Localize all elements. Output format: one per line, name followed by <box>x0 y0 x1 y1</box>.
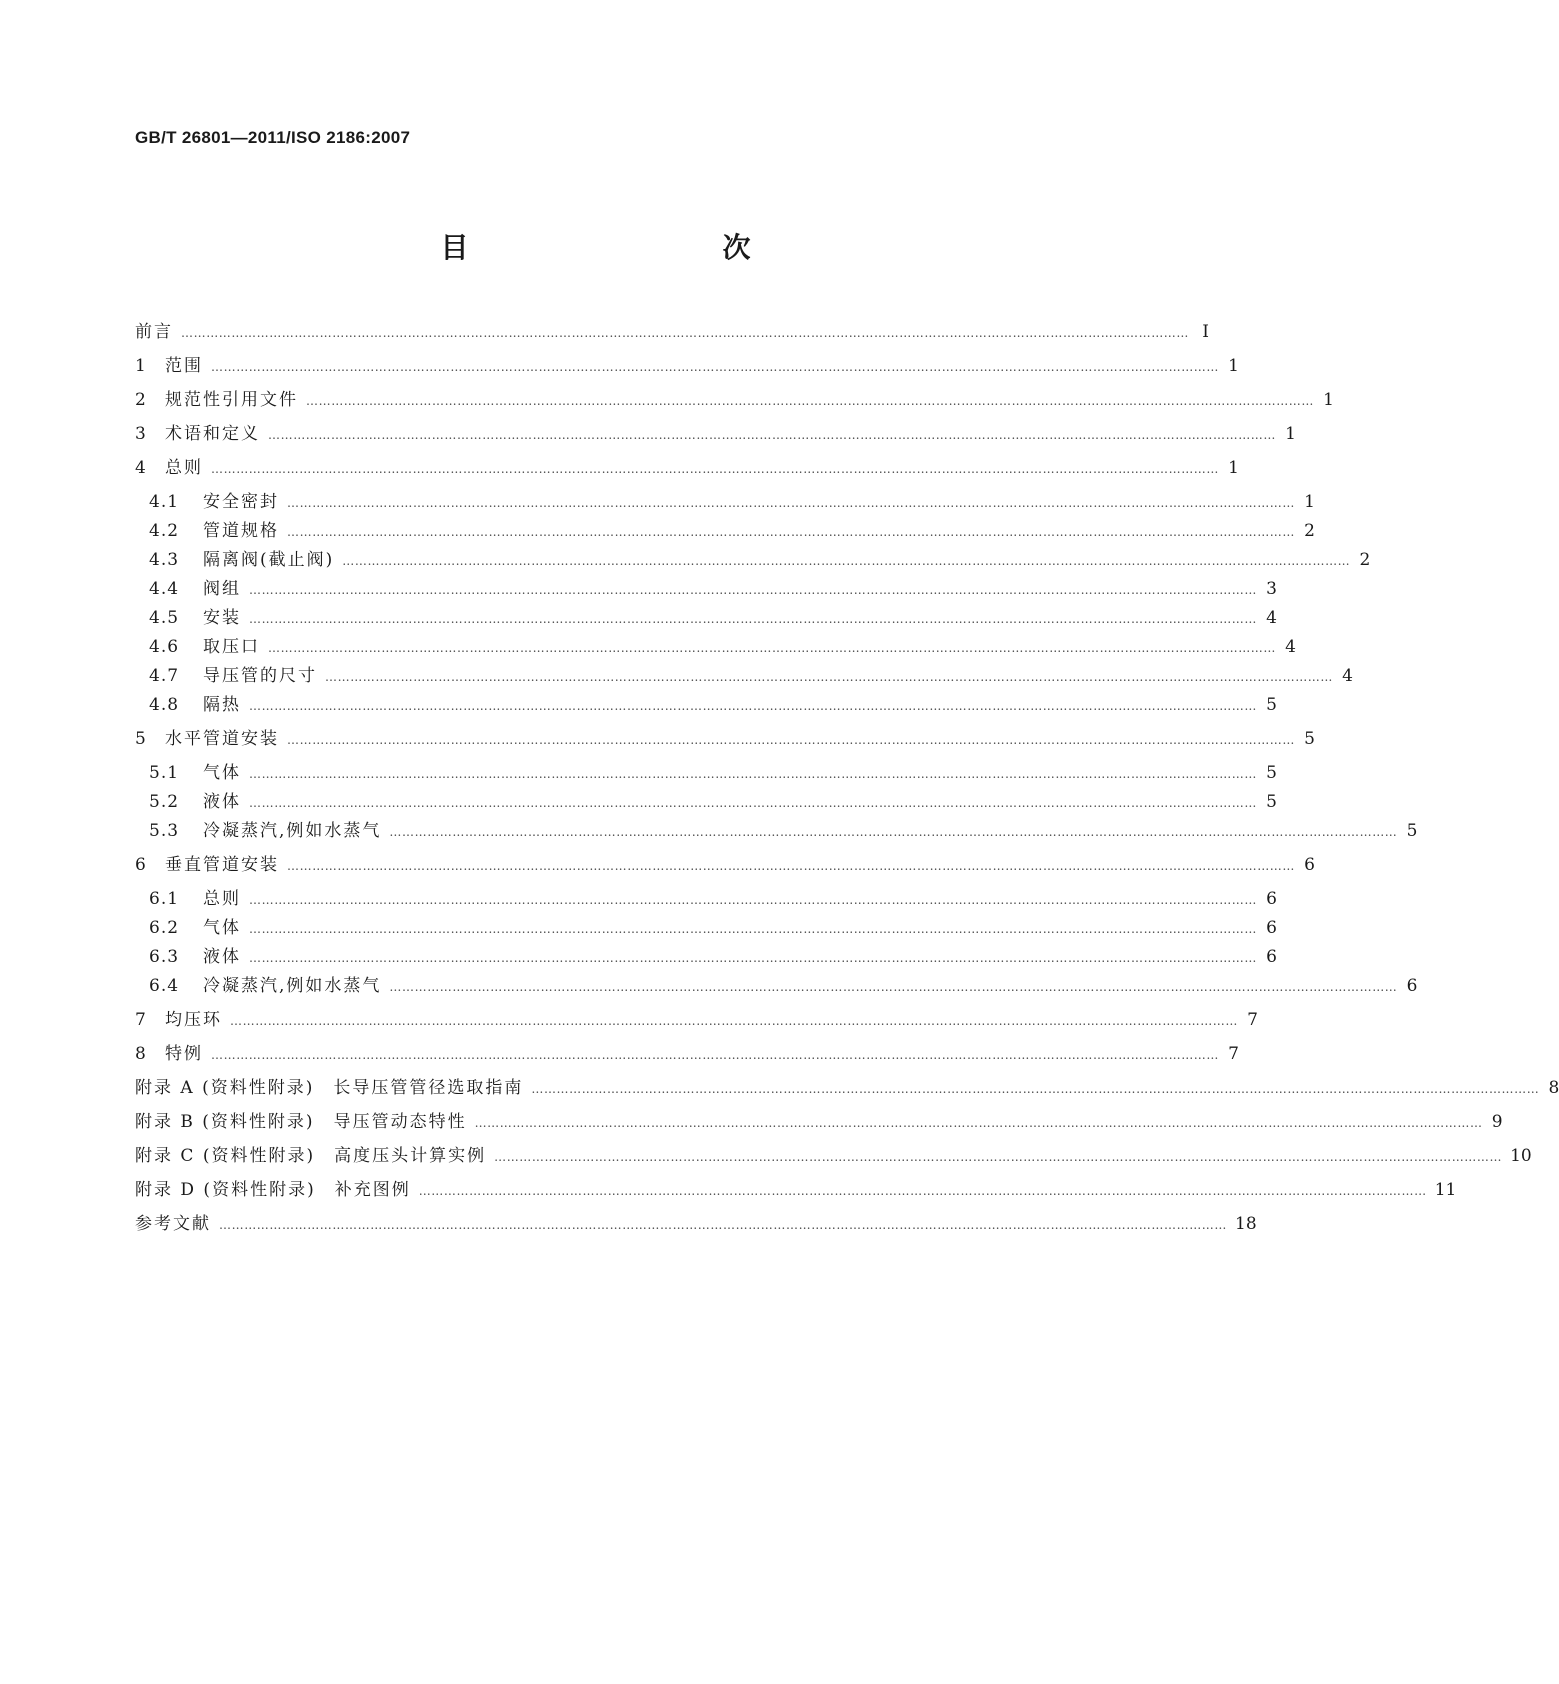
toc-entry-page: 6 <box>1266 947 1277 967</box>
toc-leader-dots: …………………………………………………………………………………………………………………………………………………………………………………………………………………… <box>268 428 1276 442</box>
toc-entry[interactable] <box>135 1042 1239 1066</box>
toc-entry-page: 4 <box>1342 666 1353 686</box>
toc-entry-title: 附录 D (资料性附录) 补充图例 <box>135 1180 411 1200</box>
toc-entry-number: 6 <box>135 855 146 875</box>
toc-leader-dots: …………………………………………………………………………………………………………………………………………………………………………………………………………………… <box>418 1184 1427 1198</box>
toc-leader-dots: …………………………………………………………………………………………………………………………………………………………………………………………………………………… <box>249 922 1257 936</box>
toc-entry[interactable] <box>149 916 1277 940</box>
toc-entry-number: 6.4 <box>149 976 180 996</box>
toc-entry-number: 7 <box>135 1010 146 1030</box>
toc-entry-title: 总则 <box>203 889 241 909</box>
toc-entry-title: 阀组 <box>203 579 241 599</box>
toc-entry-title: 范围 <box>165 356 203 376</box>
toc-entry[interactable] <box>149 945 1277 969</box>
toc-entry[interactable] <box>149 577 1277 601</box>
toc-entry-page: 1 <box>1304 492 1315 512</box>
toc-entry-title: 垂直管道安装 <box>165 855 279 875</box>
toc-leader-dots: …………………………………………………………………………………………………………………………………………………………………………………………………………………… <box>181 326 1189 340</box>
toc-entry[interactable] <box>135 1076 1559 1100</box>
toc-leader-dots: …………………………………………………………………………………………………………………………………………………………………………………………………………………… <box>268 641 1276 655</box>
toc-entry-page: 1 <box>1285 424 1296 444</box>
toc-entry-number: 8 <box>135 1044 146 1064</box>
toc-entry[interactable] <box>135 422 1296 446</box>
toc-entry-page: 6 <box>1266 918 1277 938</box>
toc-entry-title: 规范性引用文件 <box>165 390 298 410</box>
toc-entry-page: 1 <box>1228 458 1239 478</box>
toc-entry[interactable] <box>135 727 1315 751</box>
toc-entry[interactable] <box>135 320 1209 344</box>
toc-entry-title: 液体 <box>203 792 241 812</box>
toc-entry[interactable] <box>135 456 1239 480</box>
toc-entry-page: 8 <box>1548 1078 1559 1098</box>
toc-entry-title: 隔热 <box>203 695 241 715</box>
toc-entry-number: 6.1 <box>149 889 180 909</box>
toc-leader-dots: …………………………………………………………………………………………………………………………………………………………………………………………………………………… <box>249 699 1257 713</box>
toc-leader-dots: …………………………………………………………………………………………………………………………………………………………………………………………………………………… <box>287 525 1295 539</box>
toc-entry-page: 5 <box>1266 695 1277 715</box>
toc-entry-number: 4 <box>135 458 146 478</box>
toc-leader-dots: …………………………………………………………………………………………………………………………………………………………………………………………………………………… <box>325 670 1333 684</box>
toc-entry-number: 6.2 <box>149 918 180 938</box>
toc-entry-title: 取压口 <box>203 637 260 657</box>
toc-entry-page: 6 <box>1304 855 1315 875</box>
toc-leader-dots: …………………………………………………………………………………………………………………………………………………………………………………………………………………… <box>249 893 1257 907</box>
toc-entry-title: 总则 <box>165 458 203 478</box>
toc-leader-dots: …………………………………………………………………………………………………………………………………………………………………………………………………………………… <box>219 1218 1227 1232</box>
toc-entry[interactable] <box>135 1144 1532 1168</box>
toc-entry-page: 7 <box>1228 1044 1239 1064</box>
toc-entry-page: 3 <box>1266 579 1277 599</box>
toc-entry-title: 气体 <box>203 918 241 938</box>
toc-entry-number: 4.2 <box>149 521 180 541</box>
toc-entry[interactable] <box>135 1008 1258 1032</box>
toc-entry-number: 5.3 <box>149 821 180 841</box>
toc-entry-page: 18 <box>1235 1214 1257 1234</box>
toc-entry[interactable] <box>149 519 1315 543</box>
toc-entry[interactable] <box>149 548 1371 572</box>
toc-entry[interactable] <box>149 974 1418 998</box>
toc-entry[interactable] <box>149 664 1353 688</box>
toc-entry-number: 5.1 <box>149 763 180 783</box>
toc-entry-page: 5 <box>1406 821 1418 841</box>
toc-entry-title: 冷凝蒸汽,例如水蒸气 <box>203 976 382 996</box>
toc-entry[interactable] <box>135 1212 1257 1236</box>
toc-entry-number: 4.6 <box>149 637 180 657</box>
toc-entry-title: 前言 <box>135 322 173 342</box>
toc-entry-page: Ⅰ <box>1202 322 1209 342</box>
toc-entry[interactable] <box>149 606 1277 630</box>
toc-entry[interactable] <box>149 761 1277 785</box>
toc-entry-title: 导压管的尺寸 <box>203 666 317 686</box>
toc-entry-title: 附录 C (资料性附录) 高度压头计算实例 <box>135 1146 487 1166</box>
toc-entry-page: 9 <box>1491 1112 1503 1132</box>
toc-leader-dots: …………………………………………………………………………………………………………………………………………………………………………………………………………………… <box>211 360 1219 374</box>
toc-entry-title: 附录 B (资料性附录) 导压管动态特性 <box>135 1112 467 1132</box>
toc-leader-dots: …………………………………………………………………………………………………………………………………………………………………………………………………………………… <box>211 1048 1219 1062</box>
toc-entry-title: 安装 <box>203 608 241 628</box>
toc-leader-dots: …………………………………………………………………………………………………………………………………………………………………………………………………………………… <box>249 583 1257 597</box>
toc-leader-dots: …………………………………………………………………………………………………………………………………………………………………………………………………………………… <box>249 767 1257 781</box>
toc-entry-page: 6 <box>1406 976 1418 996</box>
toc-entry-number: 4.5 <box>149 608 180 628</box>
toc-entry-number: 4.8 <box>149 695 180 715</box>
toc-entry-page: 11 <box>1434 1180 1457 1200</box>
toc-entry[interactable] <box>149 693 1277 717</box>
toc-entry-title: 附录 A (资料性附录) 长导压管管径选取指南 <box>135 1078 524 1098</box>
toc-entry-page: 4 <box>1285 637 1296 657</box>
toc-entry-page: 1 <box>1323 390 1334 410</box>
toc-entry-title: 术语和定义 <box>165 424 260 444</box>
toc-title: 目 次 <box>440 231 817 264</box>
toc-entry-page: 7 <box>1247 1010 1258 1030</box>
toc-entry-page: 6 <box>1266 889 1277 909</box>
toc-leader-dots: …………………………………………………………………………………………………………………………………………………………………………………………………………………… <box>389 825 1398 839</box>
toc-entry-number: 3 <box>135 424 146 444</box>
toc-entry[interactable] <box>149 790 1277 814</box>
toc-leader-dots: …………………………………………………………………………………………………………………………………………………………………………………………………………………… <box>306 394 1314 408</box>
toc-entry-title: 液体 <box>203 947 241 967</box>
toc-entry-page: 1 <box>1228 356 1239 376</box>
toc-entry-page: 2 <box>1304 521 1315 541</box>
toc-entry[interactable] <box>149 819 1418 843</box>
toc-entry[interactable] <box>135 388 1334 412</box>
toc-entry-title: 冷凝蒸汽,例如水蒸气 <box>203 821 382 841</box>
toc-entry-page: 5 <box>1266 763 1277 783</box>
toc-entry-page: 2 <box>1359 550 1371 570</box>
toc-leader-dots: …………………………………………………………………………………………………………………………………………………………………………………………………………………… <box>211 462 1219 476</box>
toc-entry[interactable] <box>135 354 1239 378</box>
toc-entry-number: 2 <box>135 390 146 410</box>
toc-entry-title: 隔离阀(截止阀) <box>203 550 335 570</box>
toc-entry-title: 特例 <box>165 1044 203 1064</box>
toc-entry[interactable] <box>135 1110 1503 1134</box>
toc-entry-title: 气体 <box>203 763 241 783</box>
toc-entry-number: 4.3 <box>149 550 180 570</box>
toc-entry-page: 5 <box>1304 729 1315 749</box>
toc-entry-title: 水平管道安装 <box>165 729 279 749</box>
toc-entry-number: 4.7 <box>149 666 180 686</box>
toc-entry-number: 4.4 <box>149 579 180 599</box>
toc-entry-page: 4 <box>1266 608 1277 628</box>
toc-entry-title: 均压环 <box>165 1010 222 1030</box>
toc-entry-number: 5 <box>135 729 146 749</box>
toc-entry[interactable] <box>149 887 1277 911</box>
toc-entry[interactable] <box>135 1178 1457 1202</box>
toc-leader-dots: …………………………………………………………………………………………………………………………………………………………………………………………………………………… <box>249 796 1257 810</box>
toc-entry[interactable] <box>149 635 1296 659</box>
toc-entry-page: 10 <box>1510 1146 1532 1166</box>
toc-entry-number: 5.2 <box>149 792 180 812</box>
toc-entry[interactable] <box>149 490 1315 514</box>
toc-entry-title: 参考文献 <box>135 1214 211 1234</box>
toc-entry-title: 管道规格 <box>203 521 279 541</box>
toc-entry-number: 4.1 <box>149 492 180 512</box>
toc-leader-dots: …………………………………………………………………………………………………………………………………………………………………………………………………………………… <box>342 554 1351 568</box>
toc-leader-dots: …………………………………………………………………………………………………………………………………………………………………………………………………………………… <box>474 1116 1483 1130</box>
toc-leader-dots: …………………………………………………………………………………………………………………………………………………………………………………………………………………… <box>287 733 1295 747</box>
toc-entry-number: 1 <box>135 356 146 376</box>
toc-leader-dots: …………………………………………………………………………………………………………………………………………………………………………………………………………………… <box>287 859 1295 873</box>
toc-entry[interactable] <box>135 853 1315 877</box>
toc-leader-dots: …………………………………………………………………………………………………………………………………………………………………………………………………………………… <box>249 612 1257 626</box>
toc-leader-dots: …………………………………………………………………………………………………………………………………………………………………………………………………………………… <box>230 1014 1238 1028</box>
toc-leader-dots: …………………………………………………………………………………………………………………………………………………………………………………………………………………… <box>249 951 1257 965</box>
toc-entry-title: 安全密封 <box>203 492 279 512</box>
toc-entry-page: 5 <box>1266 792 1277 812</box>
toc-leader-dots: …………………………………………………………………………………………………………………………………………………………………………………………………………………… <box>389 980 1398 994</box>
toc-leader-dots: …………………………………………………………………………………………………………………………………………………………………………………………………………………… <box>494 1150 1503 1164</box>
toc-entry-number: 6.3 <box>149 947 180 967</box>
toc-leader-dots: …………………………………………………………………………………………………………………………………………………………………………………………………………………… <box>287 496 1295 510</box>
toc-leader-dots: …………………………………………………………………………………………………………………………………………………………………………………………………………………… <box>531 1082 1540 1096</box>
standard-number: GB/T 26801—2011/ISO 2186:2007 <box>135 128 411 147</box>
